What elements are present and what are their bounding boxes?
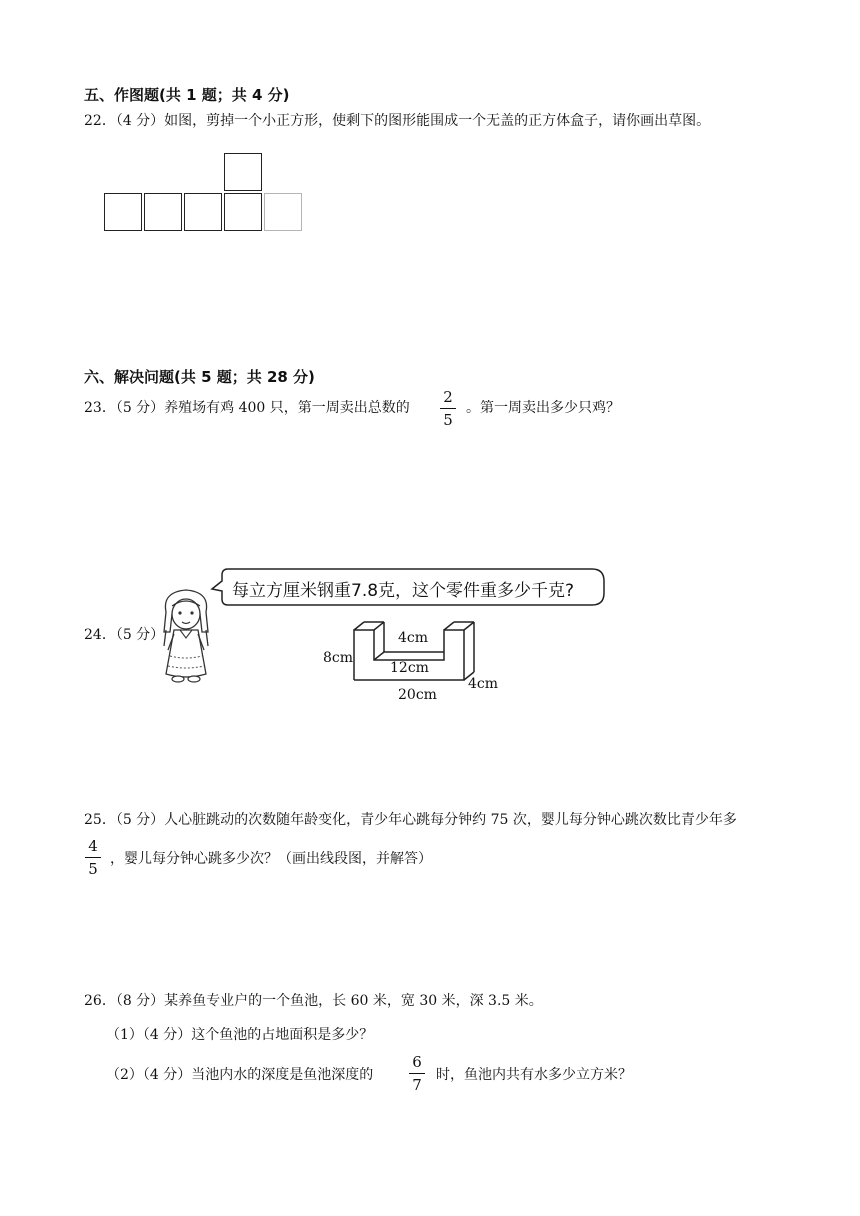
fraction-numerator: 2 bbox=[443, 388, 453, 406]
fraction-denominator: 7 bbox=[412, 1076, 422, 1094]
question-25-line1: 25．（5 分）人心脏跳动的次数随年龄变化，青少年心跳每分钟约 75 次，婴儿每分钟心跳次数比青少年多 bbox=[84, 812, 737, 828]
net-square-2 bbox=[144, 193, 182, 231]
question-26-sub1: （1）（4 分）这个鱼池的占地面积是多少？ bbox=[106, 1027, 374, 1043]
fraction-bar bbox=[85, 857, 101, 858]
net-square-5 bbox=[264, 193, 302, 231]
question-26-sub2-before: （2）（4 分）当池内水的深度是鱼池深度的 bbox=[106, 1067, 374, 1083]
fraction-numerator: 6 bbox=[412, 1053, 422, 1071]
net-square-4 bbox=[224, 193, 262, 231]
dim-label-20cm: 20cm bbox=[398, 687, 437, 703]
dim-label-4cm-depth: 4cm bbox=[468, 676, 499, 692]
section-5-title: 五、作图题(共 1 题；共 4 分) bbox=[84, 86, 290, 104]
section-6-title: 六、解决问题(共 5 题；共 28 分) bbox=[84, 368, 315, 386]
question-23-text-before: 23．（5 分）养殖场有鸡 400 只，第一周卖出总数的 bbox=[84, 400, 410, 416]
net-square-3 bbox=[184, 193, 222, 231]
net-square-1 bbox=[104, 193, 142, 231]
fraction-6-7 bbox=[408, 1053, 426, 1094]
speech-bubble-text: 每立方厘米钢重7.8克，这个零件重多少千克? bbox=[232, 581, 575, 601]
dim-label-12cm: 12cm bbox=[390, 660, 429, 676]
question-26-sub2-after: 时，鱼池内共有水多少立方米？ bbox=[436, 1067, 632, 1083]
question-26-text: 26．（8 分）某养鱼专业户的一个鱼池，长 60 米，宽 30 米，深 3.5 米。 bbox=[84, 993, 543, 1009]
dim-label-8cm: 8cm bbox=[323, 650, 354, 666]
fraction-2-5 bbox=[439, 388, 457, 429]
question-25-line2: ，婴儿每分钟心跳多少次？（画出线段图，并解答） bbox=[110, 851, 432, 867]
fraction-bar bbox=[409, 1073, 425, 1074]
fraction-numerator: 4 bbox=[88, 837, 98, 855]
net-square-top bbox=[224, 153, 262, 191]
fraction-denominator: 5 bbox=[443, 411, 453, 429]
fraction-bar bbox=[440, 408, 456, 409]
fraction-denominator: 5 bbox=[88, 860, 98, 878]
question-24-label: 24．（5 分） bbox=[84, 627, 165, 643]
dim-label-4cm-top: 4cm bbox=[398, 630, 429, 646]
girl-illustration bbox=[158, 586, 214, 686]
fraction-4-5 bbox=[84, 837, 102, 878]
question-22-text: 22．（4 分）如图，剪掉一个小正方形，使剩下的图形能围成一个无盖的正方体盒子，请你画出草图。 bbox=[84, 113, 711, 129]
question-23-text-after: 。第一周卖出多少只鸡？ bbox=[466, 400, 620, 416]
cube-net-figure bbox=[104, 153, 304, 237]
speech-bubble bbox=[208, 565, 608, 609]
